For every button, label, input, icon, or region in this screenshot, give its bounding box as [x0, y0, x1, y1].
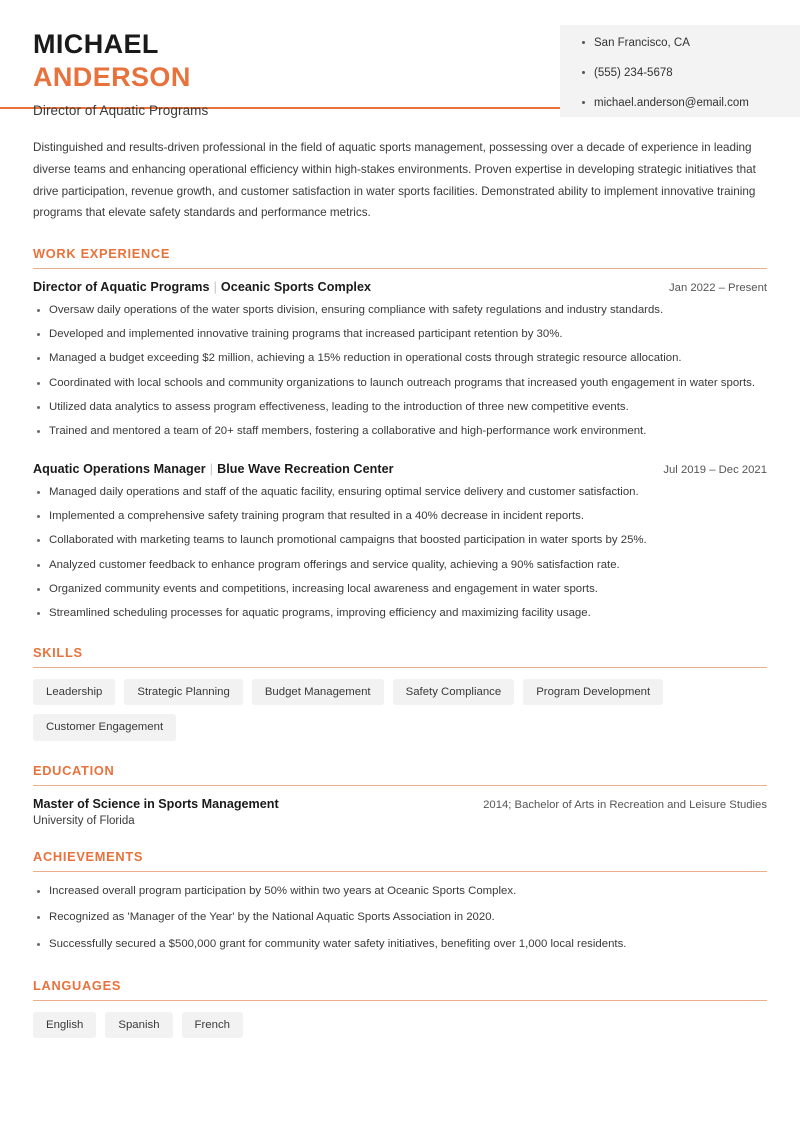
bullet-dot-icon	[37, 430, 40, 433]
section-title-education: EDUCATION	[33, 762, 115, 778]
job-bullet-text: Managed a budget exceeding $2 million, achieving a 15% reduction in operational costs through strategic resource allocation.	[49, 352, 682, 365]
language-chip[interactable]: Spanish	[105, 1012, 172, 1039]
bullet-dot-icon	[37, 916, 40, 919]
job-bullet-text: Oversaw daily operations of the water sports division, ensuring compliance with safety regulations and industry standards.	[49, 304, 664, 317]
contact-location-text: San Francisco, CA	[594, 37, 690, 49]
skills-chip-list	[33, 679, 767, 741]
job-dates: Jan 2022 – Present	[669, 282, 767, 295]
achievement-bullet	[33, 909, 767, 927]
section-skills	[33, 645, 767, 741]
section-divider	[33, 785, 767, 786]
job-separator-icon: |	[213, 280, 217, 295]
job-bullet-text: Utilized data analytics to assess program effectiveness, leading to the introduction of three new competitive events.	[49, 400, 629, 413]
bullet-dot-icon	[37, 491, 40, 494]
skill-chip[interactable]: Strategic Planning	[124, 679, 242, 706]
headline-job-title: Director of Aquatic Programs	[33, 102, 209, 118]
first-name: MICHAEL	[33, 29, 159, 59]
bullet-dot-icon	[37, 515, 40, 518]
job-company: Blue Wave Recreation Center	[217, 462, 394, 477]
job-role: Aquatic Operations Manager	[33, 462, 206, 477]
section-divider	[33, 871, 767, 872]
job-bullet	[33, 484, 767, 502]
job-role: Director of Aquatic Programs	[33, 280, 210, 295]
job-entry-header	[33, 280, 767, 294]
job-bullet-text: Streamlined scheduling processes for aquatic programs, improving efficiency and maximizing facility usage.	[49, 606, 591, 619]
section-achievements	[33, 849, 767, 954]
resume-body	[0, 137, 800, 1038]
contact-item-phone[interactable]	[582, 67, 800, 81]
job-bullet	[33, 302, 767, 320]
section-title-skills: SKILLS	[33, 644, 83, 660]
language-chip[interactable]: French	[182, 1012, 243, 1039]
contact-item-email[interactable]	[582, 97, 800, 111]
achievement-bullet	[33, 936, 767, 954]
job-entry	[33, 280, 767, 441]
job-bullet-list	[33, 484, 767, 623]
section-divider	[33, 667, 767, 668]
education-secondary-degree: 2014; Bachelor of Arts in Recreation and Leisure Studies	[483, 798, 767, 811]
bullet-dot-icon	[37, 309, 40, 312]
bullet-dot-icon	[37, 890, 40, 893]
skill-chip[interactable]: Leadership	[33, 679, 115, 706]
section-languages	[33, 978, 767, 1039]
job-entry-spacer	[33, 447, 767, 462]
job-bullet-text: Collaborated with marketing teams to launch promotional campaigns that boosted participation in water sports by 25%.	[49, 534, 647, 547]
section-title-achievements: ACHIEVEMENTS	[33, 848, 144, 864]
skill-chip[interactable]: Budget Management	[252, 679, 384, 706]
bullet-dot-icon	[37, 357, 40, 360]
bullet-dot-icon	[582, 71, 585, 74]
job-entry	[33, 462, 767, 623]
job-bullet-text: Developed and implemented innovative training programs that increased participant retention by 30%.	[49, 328, 563, 341]
contact-phone-text: (555) 234-5678	[594, 66, 673, 79]
section-title-work-experience: WORK EXPERIENCE	[33, 246, 171, 262]
job-bullet	[33, 557, 767, 575]
section-divider	[33, 268, 767, 269]
job-separator-icon: |	[209, 462, 214, 477]
job-title-company	[33, 462, 394, 476]
job-entry-header	[33, 462, 767, 476]
bullet-dot-icon	[582, 41, 585, 44]
job-bullet	[33, 350, 767, 368]
professional-summary: Distinguished and results-driven professional in the field of aquatic sports management, possessing over a decade of experience in leading diverse teams and enhancing operational efficiency within high-stakes environments. Proven expertise in developing strategic initiatives that drive participation, revenue growth, and customer satisfaction in water sports facilities. Demonstrated ability to implement innovative training programs that elevate safety standards and performance metrics.	[33, 141, 756, 220]
job-bullet-text: Analyzed customer feedback to enhance program offerings and service quality, achieving a 90% satisfaction rate.	[49, 558, 620, 571]
bullet-dot-icon	[37, 382, 40, 385]
bullet-dot-icon	[37, 588, 40, 591]
achievement-text: Recognized as 'Manager of the Year' by the National Aquatic Sports Association in 2020.	[49, 911, 495, 924]
bullet-dot-icon	[37, 564, 40, 567]
job-bullet-text: Coordinated with local schools and community organizations to launch outreach programs that increased youth engagement in water sports.	[49, 376, 755, 389]
contact-info-box	[560, 25, 800, 117]
language-chip[interactable]: English	[33, 1012, 96, 1039]
bullet-dot-icon	[37, 612, 40, 615]
bullet-dot-icon	[582, 101, 585, 104]
job-dates: Jul 2019 – Dec 2021	[663, 464, 767, 477]
job-company: Oceanic Sports Complex	[220, 280, 372, 295]
job-title-company	[33, 280, 371, 294]
bullet-dot-icon	[37, 406, 40, 409]
last-name: ANDERSON	[33, 61, 191, 92]
education-entry-header	[33, 797, 767, 811]
job-bullet	[33, 375, 767, 393]
resume-header	[0, 0, 800, 118]
skill-chip[interactable]: Customer Engagement	[33, 714, 176, 741]
bullet-dot-icon	[37, 539, 40, 542]
job-bullet	[33, 605, 767, 623]
skill-chip[interactable]: Safety Compliance	[393, 679, 515, 706]
section-divider	[33, 1000, 767, 1001]
achievement-text: Successfully secured a $500,000 grant for community water safety initiatives, benefiting over 1,000 local residents.	[49, 938, 627, 951]
job-bullet	[33, 399, 767, 417]
job-bullet-text: Managed daily operations and staff of the aquatic facility, ensuring optimal service delivery and customer satisfaction.	[49, 486, 639, 499]
languages-chip-list	[33, 1012, 767, 1039]
job-bullet	[33, 423, 767, 441]
contact-email-text: michael.anderson@email.com	[594, 96, 749, 109]
bullet-dot-icon	[37, 943, 40, 946]
job-bullet-text: Organized community events and competitions, increasing local awareness and engagement in water sports.	[49, 582, 598, 595]
education-entry	[33, 797, 767, 827]
skill-chip[interactable]: Program Development	[523, 679, 663, 706]
contact-item-location[interactable]	[582, 37, 800, 51]
section-education	[33, 763, 767, 827]
education-degree: Master of Science in Sports Management	[33, 796, 279, 811]
education-school: University of Florida	[33, 814, 135, 827]
job-bullet-text: Trained and mentored a team of 20+ staff members, fostering a collaborative and high-performance work environment.	[49, 424, 647, 437]
job-bullet	[33, 532, 767, 550]
achievements-list	[33, 883, 767, 954]
section-title-languages: LANGUAGES	[33, 977, 122, 993]
achievement-bullet	[33, 883, 767, 901]
bullet-dot-icon	[37, 333, 40, 336]
section-work-experience	[33, 246, 767, 623]
job-bullet	[33, 581, 767, 599]
job-bullet-text: Implemented a comprehensive safety training program that resulted in a 40% decrease in incident reports.	[49, 510, 585, 523]
job-bullet	[33, 508, 767, 526]
achievement-text: Increased overall program participation by 50% within two years at Oceanic Sports Complex.	[49, 884, 517, 897]
job-bullet	[33, 326, 767, 344]
job-bullet-list	[33, 302, 767, 441]
